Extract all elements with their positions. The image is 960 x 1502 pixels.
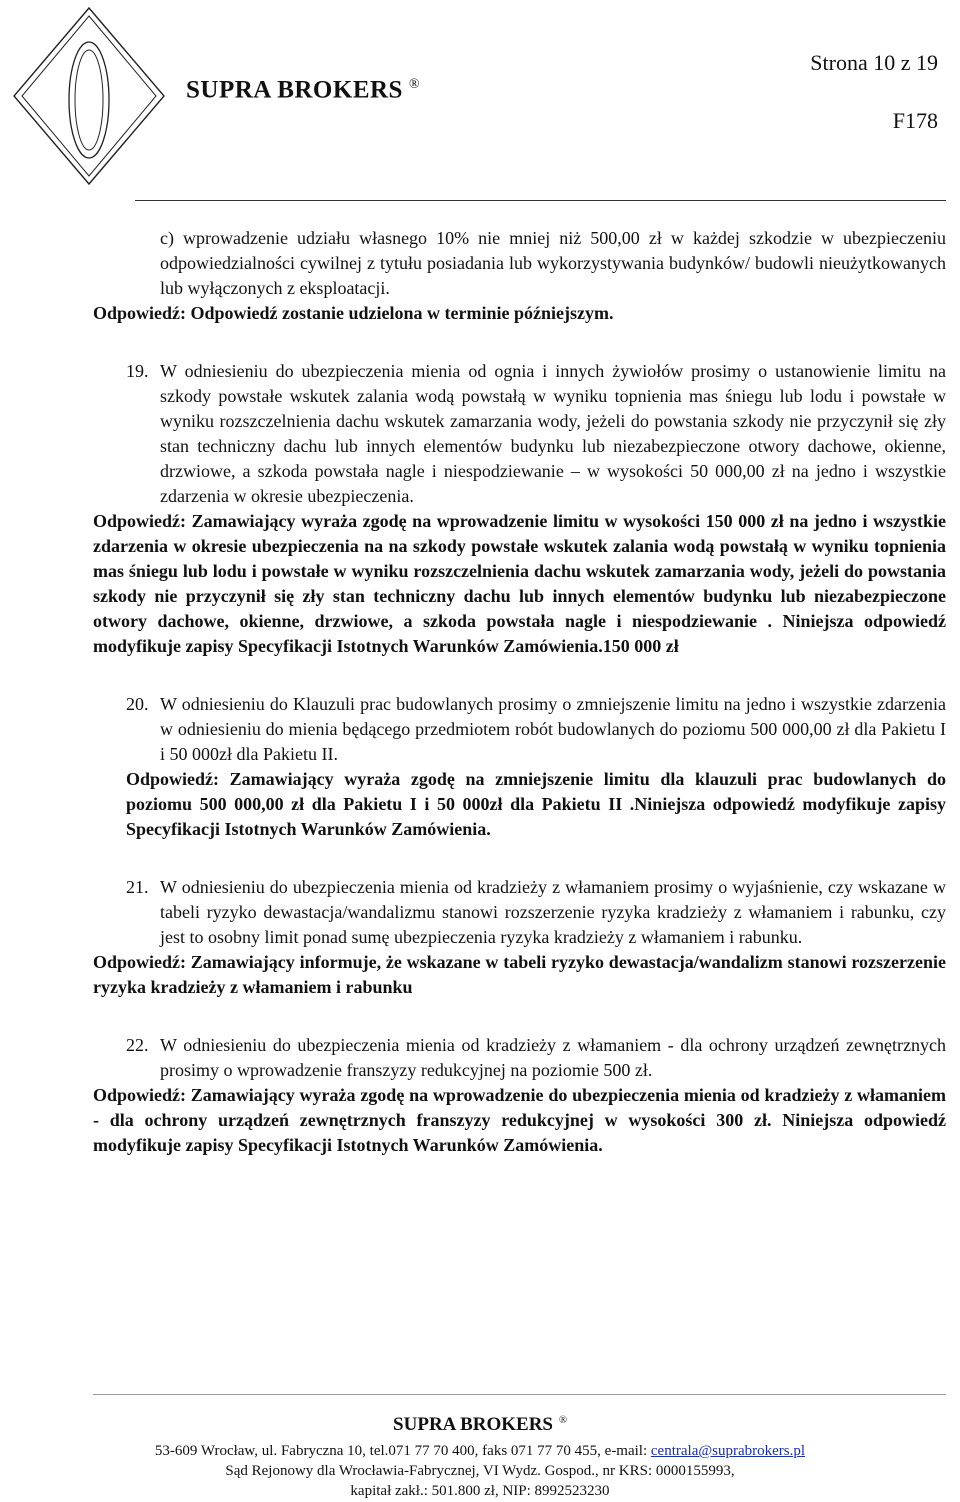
footer-divider bbox=[93, 1394, 946, 1395]
footer-email-link[interactable]: centrala@suprabrokers.pl bbox=[650, 1443, 806, 1459]
form-code: F178 bbox=[892, 108, 938, 133]
document-body bbox=[93, 226, 946, 1158]
answer-18: Odpowiedź: Odpowiedź zostanie udzielona w terminie późniejszym. bbox=[93, 303, 614, 323]
answer-20: Odpowiedź: Zamawiający wyraża zgodę na zmniejszenie limitu dla klauzuli prac budowlanych do poziomu 500 000,00 zł dla Pakietu I i 50 000zł dla Pakietu II .Niniejsza odpowiedź modyfikuje zapisy Specyfikacji Istotnych Warunków Zamówienia. bbox=[126, 769, 946, 839]
question-22 bbox=[93, 1033, 946, 1083]
question-21 bbox=[93, 875, 946, 950]
question-text: W odniesieniu do ubezpieczenia mienia od kradzieży z włamaniem prosimy o wyjaśnienie, czy wskazane w tabeli ryzyko dewastacja/wandalizmu stanowi rozszerzenie ryzyka kradzieży z włamaniem i rabunku, czy jest to osobny limit ponad sumę ubezpieczenia ryzyka kradzieży z włamaniem i rabunku. bbox=[160, 877, 946, 947]
header-brand: SUPRA BROKERS ® bbox=[186, 76, 420, 104]
question-number: 22. bbox=[126, 1035, 149, 1055]
answer-21: Odpowiedź: Zamawiający informuje, że wskazane w tabeli ryzyko dewastacja/wandalizm stanowi rozszerzenie ryzyka kradzieży z włamaniem i rabunku bbox=[93, 952, 946, 997]
question-number: 19. bbox=[126, 361, 149, 381]
footer-court: Sąd Rejonowy dla Wrocławia-Fabrycznej, VI Wydz. Gospod., nr KRS: 0000155993, bbox=[225, 1463, 735, 1479]
footer-address: 53-609 Wrocław, ul. Fabryczna 10, tel.071 77 70 400, faks 071 77 70 455, e-mail: bbox=[154, 1443, 651, 1459]
answer-22: Odpowiedź: Zamawiający wyraża zgodę na wprowadzenie do ubezpieczenia mienia od kradzieży z włamaniem - dla ochrony urządzeń zewnętrznych franszyzy redukcyjnej w wysokości 300 zł. Niniejsza odpowiedź modyfikuje zapisy Specyfikacji Istotnych Warunków Zamówienia. bbox=[93, 1085, 946, 1155]
header-divider bbox=[135, 200, 946, 201]
registered-mark: ® bbox=[408, 76, 420, 91]
footer-address-line bbox=[0, 1441, 960, 1461]
question-19 bbox=[93, 359, 946, 509]
question-text: W odniesieniu do ubezpieczenia mienia od kradzieży z włamaniem - dla ochrony urządzeń zewnętrznych prosimy o wprowadzenie franszyzy redukcyjnej na poziomie 500 zł. bbox=[160, 1035, 946, 1080]
answer-19: Odpowiedź: Zamawiający wyraża zgodę na wprowadzenie limitu w wysokości 150 000 zł na jedno i wszystkie zdarzenia w okresie ubezpieczenia na na szkody powstałe wskutek zalania wodą powstałą w wyniku topnienia mas śniegu lub lodu i powstałe w wyniku rozszczelnienia dachu wskutek zamarzania wody, jeżeli do powstania szkody nie przyczynił się zły stan techniczny dachu lub innych elementów budynku lub niezabezpieczone otwory dachowe, okienne, drzwiowe, a szkoda powstała nagle i niespodziewanie . Niniejsza odpowiedź modyfikuje zapisy Specyfikacji Istotnych Warunków Zamówienia.150 000 zł bbox=[93, 511, 946, 656]
company-logo bbox=[10, 4, 168, 188]
question-text: W odniesieniu do ubezpieczenia mienia od ognia i innych żywiołów prosimy o ustanowienie limitu na szkody powstałe wskutek zalania wodą powstałą w wyniku topnienia mas śniegu lub lodu i powstałe w wyniku rozszczelnienia dachu wskutek zamarzania wody, jeżeli do powstania szkody nie przyczynił się zły stan techniczny dachu lub innych elementów budynku lub niezabezpieczone otwory dachowe, okienne, drzwiowe, a szkoda powstała nagle i niespodziewanie – w wysokości 50 000,00 zł na jedno i wszystkie zdarzenia w okresie ubezpieczenia. bbox=[160, 361, 946, 506]
question-number: 20. bbox=[126, 694, 149, 714]
page-number: Strona 10 z 19 bbox=[810, 50, 938, 75]
registered-mark: ® bbox=[559, 1414, 567, 1426]
question-number: 21. bbox=[126, 877, 149, 897]
item-18c-text: c) wprowadzenie udziału własnego 10% nie mniej niż 500,00 zł w każdej szkodzie w ubezpieczeniu odpowiedzialności cywilnej z tytułu posiadania lub wykorzystywania budynków/ budowli nieużytkowanych lub wyłączonych z eksploatacji. bbox=[160, 228, 946, 298]
footer-info bbox=[0, 1441, 960, 1501]
question-text: W odniesieniu do Klauzuli prac budowlanych prosimy o zmniejszenie limitu na jedno i wszystkie zdarzenia w odniesieniu do mienia będącego przedmiotem robót budowlanych do poziomu 500 000,00 zł dla Pakietu I i 50 000zł dla Pakietu II. bbox=[160, 694, 946, 764]
footer-capital: kapitał zakł.: 501.800 zł, NIP: 8992523230 bbox=[350, 1483, 610, 1499]
question-20 bbox=[93, 692, 946, 767]
footer-brand: SUPRA BROKERS ® bbox=[393, 1414, 567, 1435]
